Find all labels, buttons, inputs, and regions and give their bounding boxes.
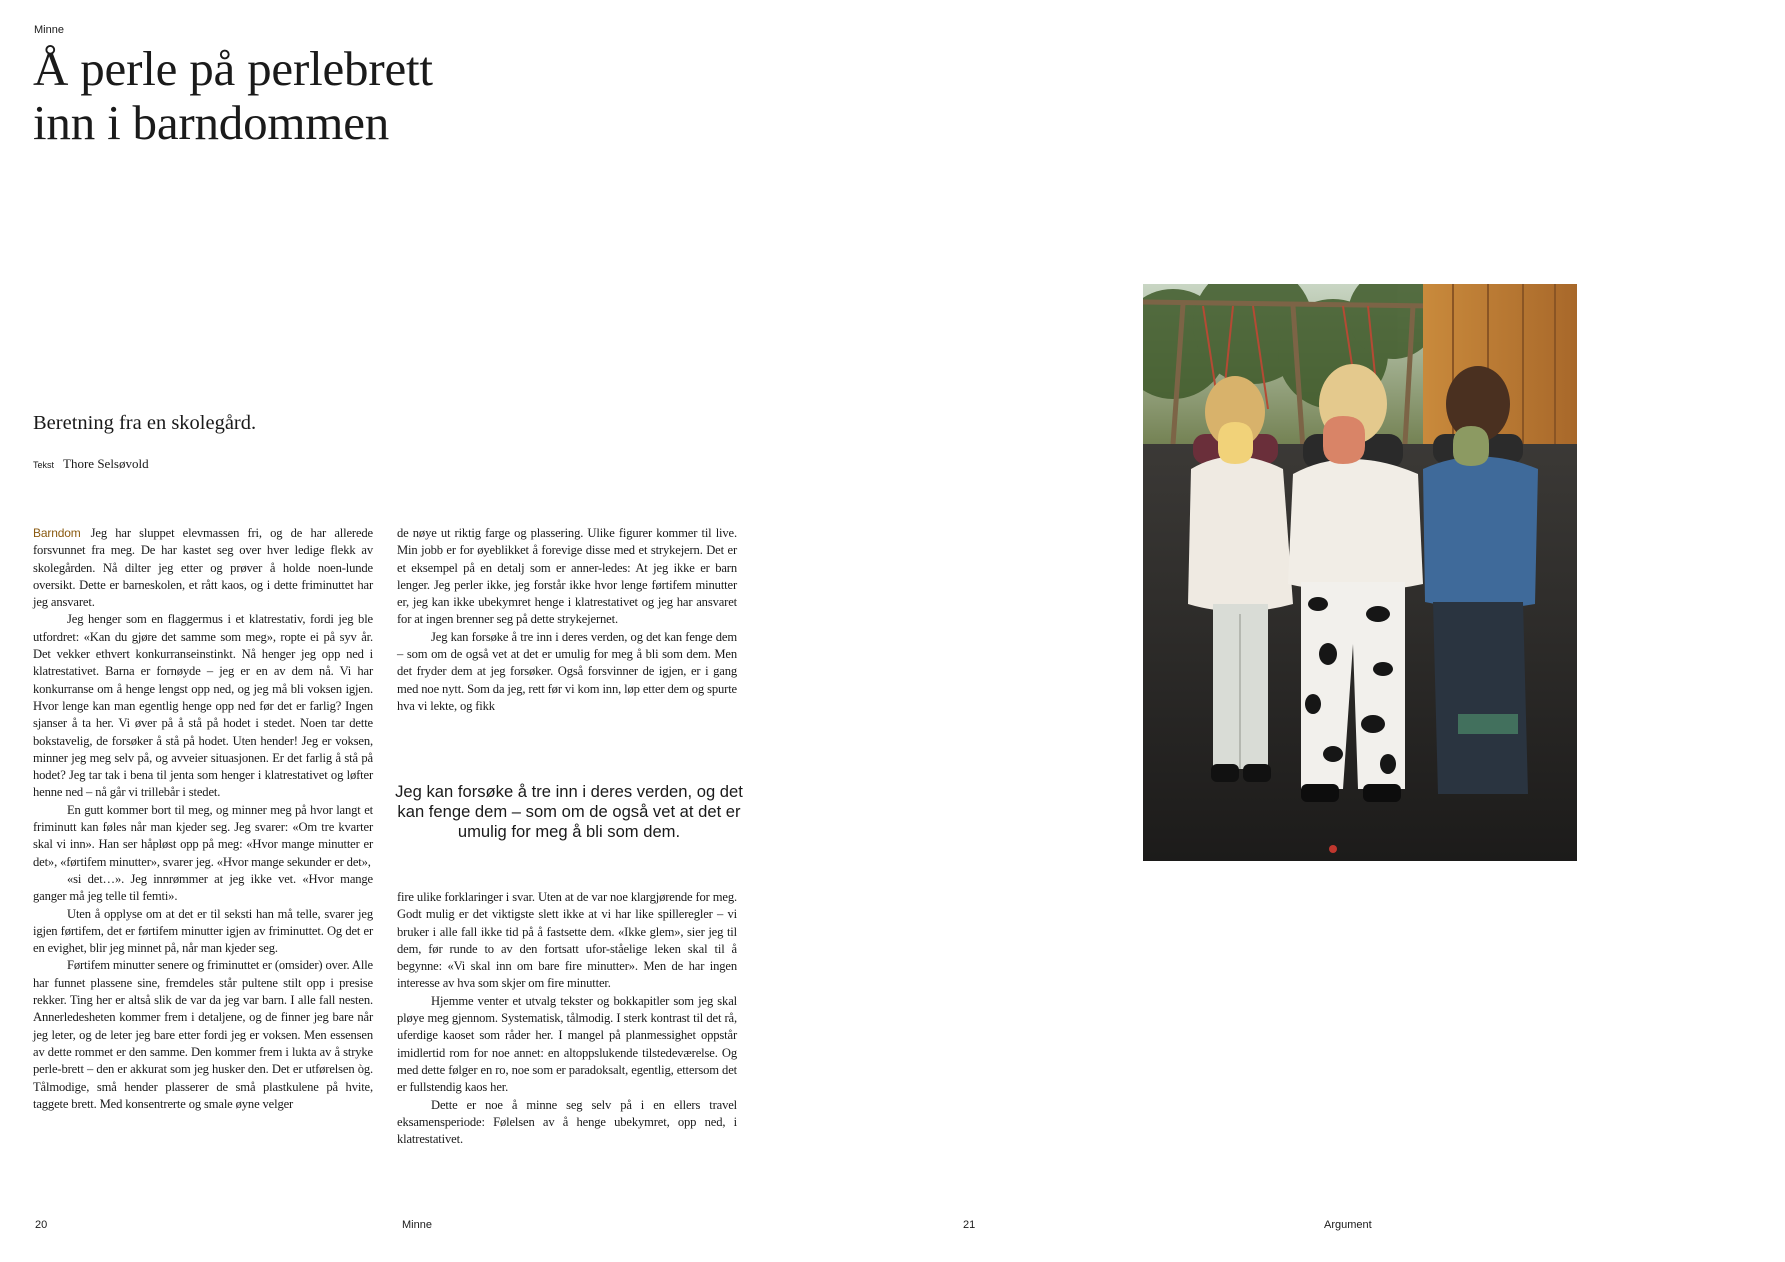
- paragraph: En gutt kommer bort til meg, og minner meg på hvor langt et friminutt kan føles når man kjeder seg. Jeg svarer: «Om tre kvarter skal vi inn». Han ser håpløst opp på meg: «Hvor mange minutter er det», «førtifem minutter», svarer jeg. «Hvor mange sekunder er det»,: [33, 802, 373, 869]
- paragraph: Uten å opplyse om at det er til seksti han må telle, svarer jeg igjen førtifem, det er førtifem minutter igjen av friminuttet. Og det er en evighet, blir jeg minnet på, når man kjeder seg.: [33, 906, 373, 956]
- wooden-shed: [1423, 284, 1577, 459]
- paragraph-text: Jeg har sluppet elevmassen fri, og de har allerede forsvunnet fra meg. De har kastet seg over hver ledige flekk av skolegården. Nå dilter jeg etter og prøver å holde noen-lunde oversikt. Dette er barneskolen, et rått kaos, og i dette friminuttet har jeg ansvaret.: [33, 526, 373, 610]
- page-number-right: 21: [963, 1219, 976, 1231]
- schoolyard-photo: [1143, 284, 1577, 861]
- page-number-left: 20: [35, 1219, 48, 1231]
- face-cover-yellow: [1218, 422, 1253, 464]
- byline-author: Thore Selsøvold: [63, 456, 149, 471]
- headline-line-1: Å perle på perlebrett: [33, 41, 433, 96]
- byline: [33, 456, 149, 472]
- paragraph: de nøye ut riktig farge og plassering. Ulike figurer kommer til live. Min jobb er for øyeblikket å forevige disse med et strykejern. Det er et eksempel på en detalj som er anner-ledes: At jeg ikke er barn lenger. Jeg perler ikke, jeg forstår ikke hvor lenge førtifem minutter er, jeg kan ikke ubekymret henge i klatrestativet og jeg har ansvaret for at ingen brenner seg på dette strykejernet.: [397, 526, 737, 627]
- subtitle: Beretning fra en skolegård.: [33, 412, 257, 434]
- text-column-2: [397, 525, 737, 715]
- paragraph: Dette er noe å minne seg selv på i en ellers travel eksamensperiode: Følelsen av å henge ubekymret, opp ned, i klatrestativet.: [397, 1097, 737, 1147]
- paragraph: Hjemme venter et utvalg tekster og bokkapitler som jeg skal pløye meg gjennom. Systematisk, tålmodig. I sterk kontrast til det rå, uferdige kaoset som råder her. I mangel på planmessighet oppstår imidlertid rom for noe annet: en altoppslukende tilstedeværelse. Og med dette følger en ro, noe som er paradoksalt, egentlig, ettersom det er fullstendig kaos her.: [397, 993, 737, 1095]
- pull-quote: Jeg kan forsøke å tre inn i deres verden, og det kan fenge dem – som om de også vet at det er umulig for meg å bli som dem.: [395, 782, 743, 841]
- paragraph: Jeg henger som en flaggermus i et klatrestativ, fordi jeg ble utfordret: «Kan du gjøre det samme som meg», ropte ei på syv år. Det vekker ethvert konkurranseinstinkt. Nå henger jeg opp ned i klatrestativet. Barna er fornøyde – jeg er en av dem nå. Vi har konkurranse om å henge lengst opp ned, og jeg må bli voksen igjen. Hvor lenge kan man egentlig henge opp ned før det er farlig? Ingen sjanser å ta her. Vi øver på å stå på hodet i stedet. Noen tar dette bokstavelig, de forsøker å stå på hodet. Uten hender! Jeg er voksen, minner jeg meg selv på, og avveier situasjonen. Er det farlig å stå på hodet? Jeg tar tak i bena til jenta som henger i klatrestativet og løfter henne ned – nå går vi trillebår i stedet.: [33, 612, 373, 800]
- paragraph: fire ulike forklaringer i svar. Uten at de var noe klargjørende for meg. Godt mulig er det viktigste slett ikke at vi har like spilleregler – vi bruker i alle fall ikke tid på å fastsette dem. «Ikke glem», sier jeg til dem, før runde to av den fortsatt ufor-ståelige leken skal til å begynne: «Vi skal inn om bare fire minutter». Men de har ingen interesse av hva som skjer om fire minutter.: [397, 890, 737, 991]
- headline-line-2: inn i barndommen: [33, 95, 390, 150]
- paragraph: Jeg kan forsøke å tre inn i deres verden, og det kan fenge dem – som om de også vet at det er umulig for meg å bli som dem. Men det fryder dem at jeg forsøker. Også forsvinner de igjen, er i gang med noe nytt. Som da jeg, rett før vi kom inn, løp etter dem og spurte hva vi lekte, og fikk: [397, 629, 737, 713]
- paragraph: [33, 525, 373, 611]
- text-column-1: [33, 525, 373, 1113]
- byline-label: Tekst: [33, 460, 55, 470]
- footer-section-right: Argument: [1324, 1219, 1372, 1231]
- photo-illustration: [1143, 284, 1577, 861]
- footer-section-left: Minne: [402, 1219, 432, 1231]
- face-cover-salmon: [1323, 416, 1365, 464]
- paragraph: Førtifem minutter senere og friminuttet er (omsider) over. Alle har funnet plassene sine, fremdeles står pultene stilt opp i presise rekker. Ting her er altså slik de var da jeg var barn. I alle fall nesten. Annerledesheten kommer frem i detaljene, og de finner jeg bare når jeg leter, og de leter jeg bare etter fordi jeg er voksen. Men essensen av dette rommet er den samme. Den kommer frem i lukta av å stryke perle-brett – den er akkurat som jeg husker den. Det er utførelsen òg. Tålmodige, små hender plasserer de små plastkulene på hvite, taggete brett. Med konsentrerte og smale øyne velger: [33, 958, 373, 1111]
- face-cover-green: [1453, 426, 1489, 466]
- paragraph: «si det…». Jeg innrømmer at jeg ikke vet. «Hvor mange ganger må jeg telle til femti».: [33, 871, 373, 904]
- headline: [33, 42, 433, 150]
- text-column-3: [397, 889, 737, 1148]
- section-label: Minne: [34, 24, 64, 36]
- topic-tag: Barndom: [33, 526, 81, 540]
